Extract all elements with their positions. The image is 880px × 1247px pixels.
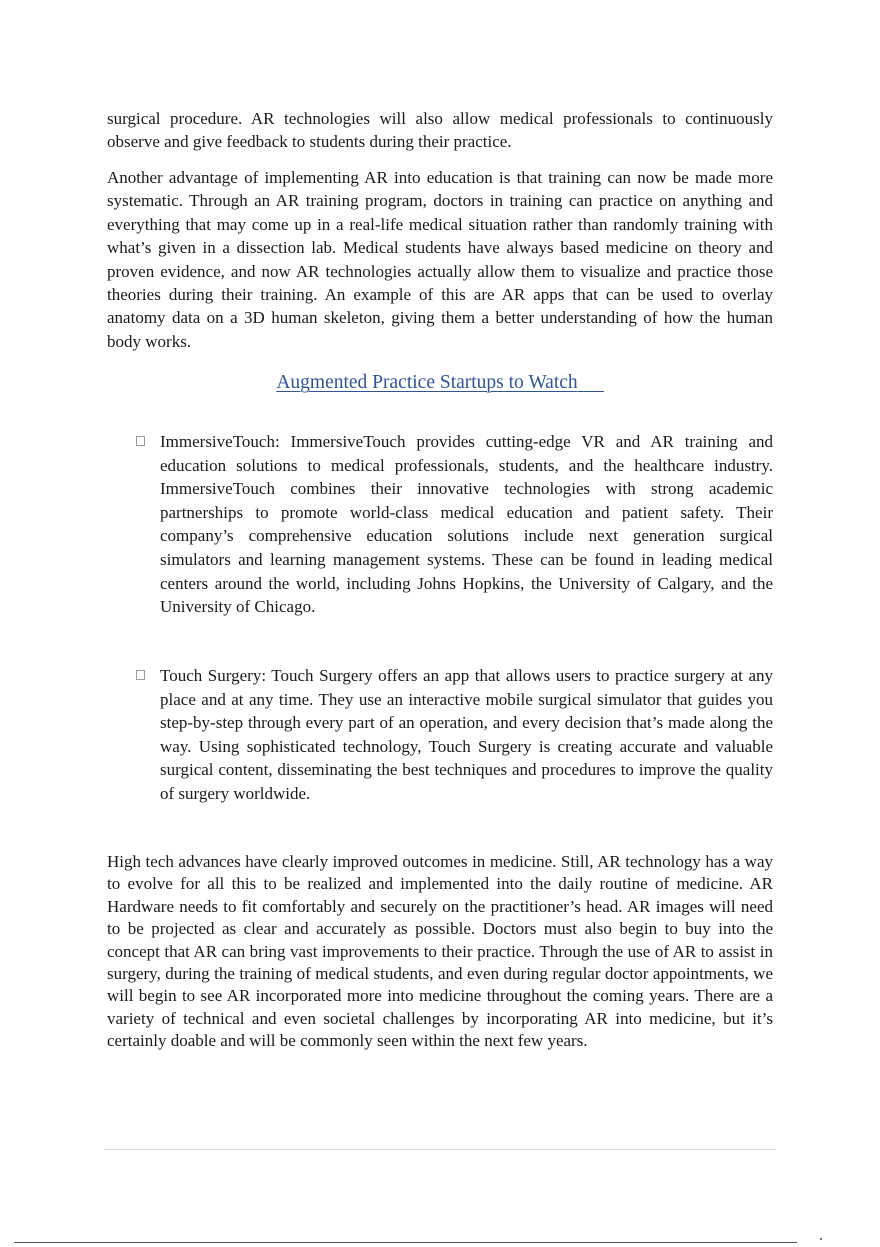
box-bullet-icon bbox=[136, 670, 145, 680]
heading-underline-tail bbox=[578, 390, 604, 392]
section-heading-text: Augmented Practice Startups to Watch bbox=[276, 372, 578, 393]
paragraph-conclusion: High tech advances have clearly improved outcomes in medicine. Still, AR technology has a way to evolve for all this to be realized and implemented into the daily routine of medicine. AR Hardware needs to fit comfortably and securely on the practitioner’s head. AR images will need to be projected as clear and accurately as possible. Doctors must also begin to buy into the concept that AR can bring vast improvements to their practice. Through the use of AR to assist in surgery, during the training of medical students, and even during regular doctor appointments, we will begin to see AR incorporated more into medicine throughout the coming years. There are a variety of technical and even societal challenges by incorporating AR into medicine, but it’s certainly doable and will be commonly seen within the next few years. bbox=[107, 852, 773, 1051]
section-heading bbox=[0, 372, 880, 394]
page-edge-mark bbox=[820, 1238, 822, 1240]
bullet-item-touch-surgery bbox=[160, 664, 773, 806]
bullet-text: Touch Surgery: Touch Surgery offers an app that allows users to practice surgery at any place and at any time. They use an interactive mobile surgical simulator that guides you step-by-step through every part of an operation, and every decision that’s made along the way. Using sophisticated technology, Touch Surgery is creating accurate and valuable surgical content, disseminating the best techniques and procedures to improve the quality of surgery worldwide. bbox=[160, 666, 773, 803]
paragraph-systematic-training: Another advantage of implementing AR into education is that training can now be made more systematic. Through an AR training program, doctors in training can practice on anything and everything that may come up in a real-life medical situation rather than randomly training with what’s given in a dissection lab. Medical students have always based medicine on theory and proven evidence, and now AR technologies actually allow them to visualize and practice those theories during their training. An example of this are AR apps that can be used to overlay anatomy data on a 3D human skeleton, giving them a better understanding of how the human body works. bbox=[107, 168, 773, 351]
footer-divider bbox=[104, 1149, 776, 1150]
bullet-item-immersivetouch bbox=[160, 430, 773, 619]
bullet-text: ImmersiveTouch: ImmersiveTouch provides cutting-edge VR and AR training and education solutions to medical professionals, students, and the healthcare industry. ImmersiveTouch combines their innovative technologies with strong academic partnerships to promote world-class medical education and patient safety. Their company’s comprehensive education solutions include next generation surgical simulators and learning management systems. These can be found in leading medical centers around the world, including Johns Hopkins, the University of Calgary, and the University of Chicago. bbox=[160, 432, 773, 617]
box-bullet-icon bbox=[136, 436, 145, 446]
page-bottom-divider bbox=[14, 1242, 797, 1243]
paragraph-surgical-feedback: surgical procedure. AR technologies will also allow medical professionals to continuously observe and give feedback to students during their practice. bbox=[107, 109, 773, 152]
